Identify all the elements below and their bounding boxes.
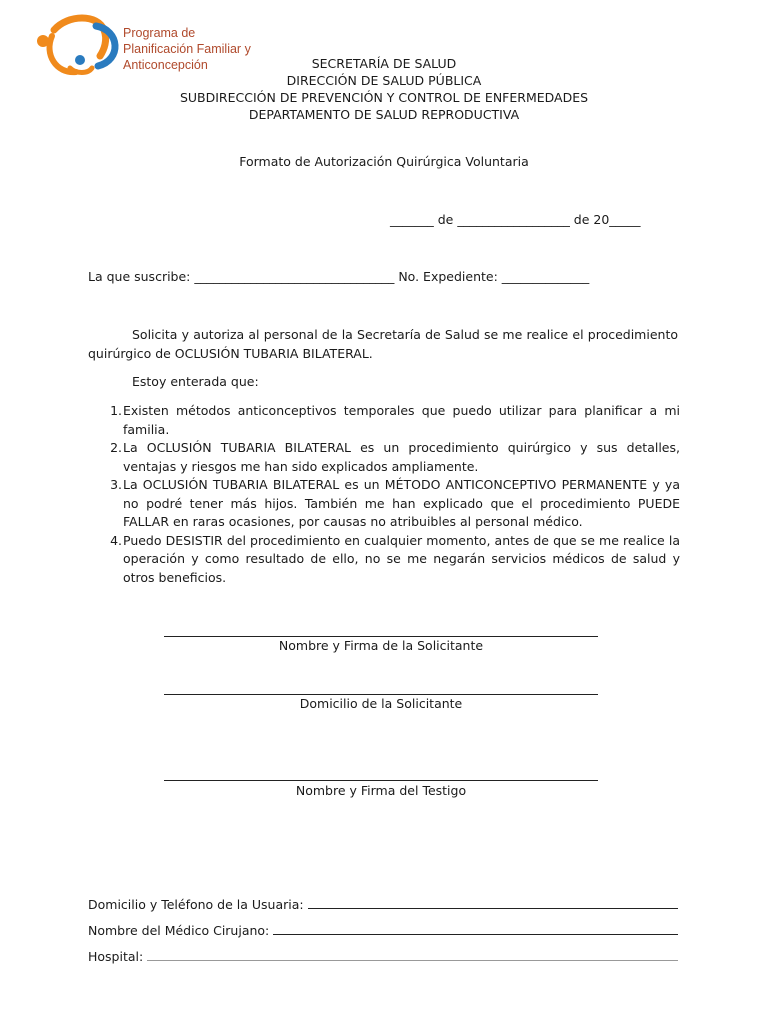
list-item xyxy=(88,532,680,588)
subscriber-field[interactable]: La que suscribe: ________________________________ No. Expediente: ______________ xyxy=(88,269,590,284)
logo-text-line: Programa de xyxy=(123,26,196,40)
solicitante-signature-label: Nombre y Firma de la Solicitante xyxy=(278,638,484,653)
document-header xyxy=(0,55,768,123)
surgeon-name-field[interactable] xyxy=(88,923,678,938)
field-label: Nombre del Médico Cirujano: xyxy=(88,923,270,938)
witness-signature-line[interactable] xyxy=(164,780,598,781)
header-line: SECRETARÍA DE SALUD xyxy=(311,56,457,71)
witness-signature-label: Nombre y Firma del Testigo xyxy=(295,783,467,798)
list-item xyxy=(88,402,680,439)
list-item-text: La OCLUSIÓN TUBARIA BILATERAL es un MÉTODO ANTICONCEPTIVO PERMANENTE y ya no podré tener más hijos. También me han explicado que el procedimiento PUEDE FALLAR en raras ocasiones, por causas no atribuibles al personal médico. xyxy=(123,477,680,529)
field-label: Hospital: xyxy=(88,949,144,964)
header-line: SUBDIRECCIÓN DE PREVENCIÓN Y CONTROL DE ENFERMEDADES xyxy=(179,90,589,105)
list-item-number: 1. xyxy=(110,403,122,418)
field-label: Domicilio y Teléfono de la Usuaria: xyxy=(88,897,304,912)
list-item-text: La OCLUSIÓN TUBARIA BILATERAL es un procedimiento quirúrgico y sus detalles, ventajas y riesgos me han sido explicados ampliamente. xyxy=(123,440,680,474)
solicitante-address-label: Domicilio de la Solicitante xyxy=(299,696,463,711)
list-item-number: 4. xyxy=(110,532,122,548)
user-address-phone-field[interactable] xyxy=(88,897,678,912)
field-line[interactable] xyxy=(308,907,678,909)
hospital-field[interactable] xyxy=(88,949,678,964)
list-item-text: Existen métodos anticonceptivos temporales que puedo utilizar para planificar a mi familia. xyxy=(123,403,680,437)
date-field[interactable]: _______ de __________________ de 20_____ xyxy=(390,212,641,227)
authorization-text: Solicita y autoriza al personal de la Secretaría de Salud se me realice el procedimiento quirúrgico de OCLUSIÓN TUBARIA BILATERAL. xyxy=(88,327,678,361)
statement-list xyxy=(88,402,680,587)
logo-text-line: Anticoncepción xyxy=(123,58,208,72)
header-line: DIRECCIÓN DE SALUD PÚBLICA xyxy=(286,73,482,88)
authorization-paragraph xyxy=(88,325,678,363)
list-item-number: 2. xyxy=(110,440,122,455)
list-item xyxy=(88,476,680,532)
form-title: Formato de Autorización Quirúrgica Voluntaria xyxy=(239,154,529,169)
solicitante-signature-line[interactable] xyxy=(164,636,598,637)
logo-text-line: Planificación Familiar y xyxy=(123,42,251,56)
field-line[interactable] xyxy=(147,959,678,961)
header-line: DEPARTAMENTO DE SALUD REPRODUCTIVA xyxy=(248,107,520,122)
field-line[interactable] xyxy=(273,933,678,935)
list-item-number: 3. xyxy=(110,477,122,492)
enterada-text: Estoy enterada que: xyxy=(132,374,259,389)
list-item xyxy=(88,439,680,476)
list-item-text: Puedo DESISTIR del procedimiento en cualquier momento, antes de que se me realice la operación y como resultado de ello, no se me negarán servicios médicos de salud y otros beneficios. xyxy=(123,532,680,585)
solicitante-address-line[interactable] xyxy=(164,694,598,695)
